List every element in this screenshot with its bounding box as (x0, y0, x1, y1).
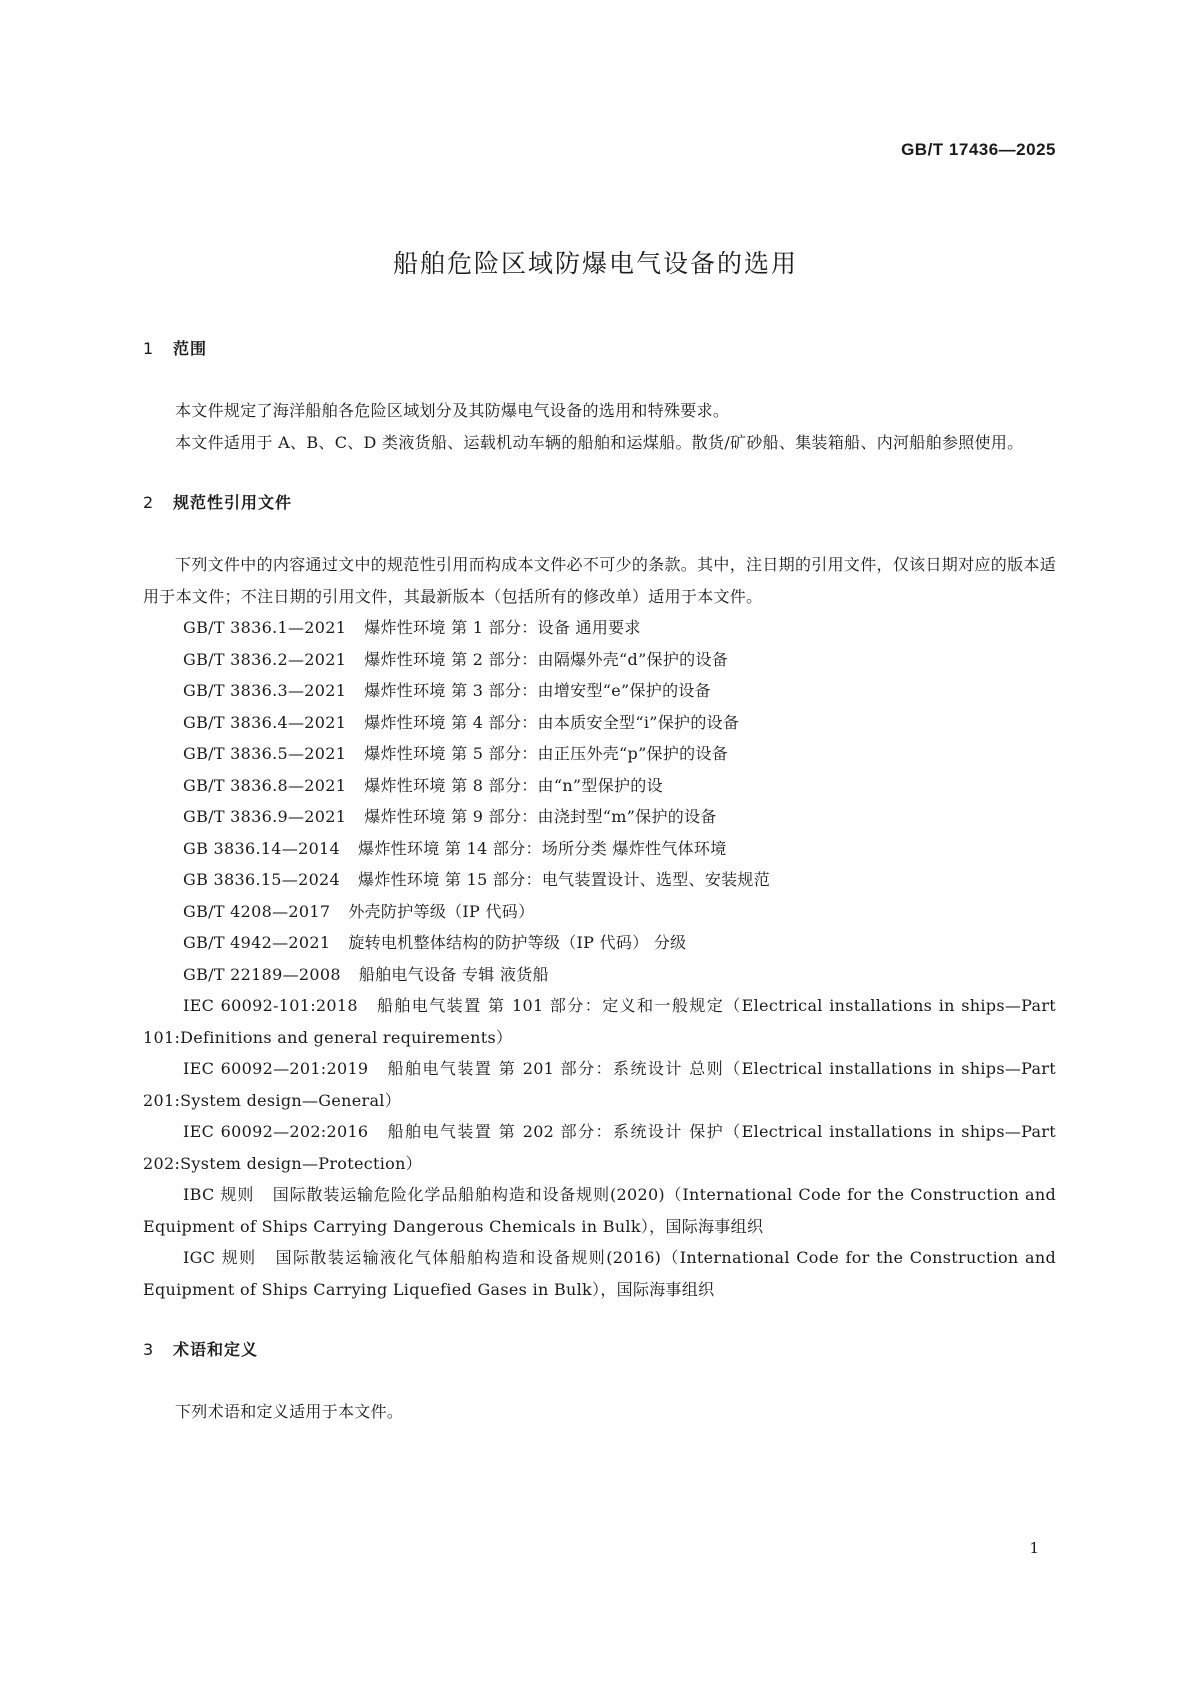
reference-code: GB/T 3836.9—2021 (183, 807, 347, 826)
reference-code: GB/T 4208—2017 (183, 901, 331, 921)
reference-code: GB/T 3836.2—2021 (183, 649, 347, 669)
reference-title: 国际散装运输液化气体船舶构造和设备规则(2016)（International Code for the Construction and Equipment of Ships Carrying Liquefied Gases in Bulk），国际海事组织 (143, 1248, 1056, 1299)
reference-item (143, 801, 1056, 833)
paragraph: 下列术语和定义适用于本文件。 (175, 1402, 404, 1421)
reference-title: 外壳防护等级（IP 代码） (348, 901, 535, 921)
section-2-heading (143, 491, 1056, 515)
reference-item (143, 1242, 1056, 1305)
paragraph: 本文件适用于 A、B、C、D 类液货船、运载机动车辆的船舶和运煤船。散货/矿砂船、集装箱船、内河船舶参照使用。 (175, 432, 1024, 452)
reference-code: IEC 60092—201:2019 (183, 1059, 369, 1078)
reference-title: 国际散装运输危险化学品船舶构造和设备规则(2020)（International Code for the Construction and Equipment of Ships Carrying Dangerous Chemicals in Bulk），国际海事组织 (143, 1185, 1056, 1236)
section-number: 1 (143, 339, 155, 358)
reference-code: GB/T 3836.1—2021 (183, 618, 347, 637)
reference-item (143, 675, 1056, 707)
reference-code: GB/T 3836.5—2021 (183, 744, 347, 763)
reference-title: 爆炸性环境 第 1 部分：设备 通用要求 (364, 618, 641, 637)
reference-title: 爆炸性环境 第 2 部分：由隔爆外壳“d”保护的设备 (364, 649, 729, 669)
reference-title: 爆炸性环境 第 9 部分：由浇封型“m”保护的设备 (364, 807, 717, 826)
reference-title: 旋转电机整体结构的防护等级（IP 代码） 分级 (348, 933, 687, 952)
reference-code: IEC 60092—202:2016 (183, 1122, 369, 1141)
document-title: 船舶危险区域防爆电气设备的选用 (392, 249, 798, 278)
reference-item (143, 1116, 1056, 1179)
reference-title: 船舶电气装置 第 202 部分：系统设计 保护（Electrical installations in ships—Part 202:System design—Protection） (143, 1122, 1056, 1173)
page-number: 1 (1029, 1539, 1039, 1557)
section-number: 3 (143, 1340, 155, 1359)
reference-item (143, 959, 1056, 991)
reference-code: GB/T 22189—2008 (183, 964, 341, 984)
reference-title: 爆炸性环境 第 15 部分：电气装置设计、选型、安装规范 (358, 870, 771, 889)
reference-item (143, 1179, 1056, 1242)
reference-title: 爆炸性环境 第 14 部分：场所分类 爆炸性气体环境 (358, 838, 727, 858)
reference-item (143, 612, 1056, 644)
section-title: 规范性引用文件 (173, 493, 293, 512)
reference-code: GB/T 3836.3—2021 (183, 681, 347, 700)
reference-title: 船舶电气设备 专辑 液货船 (358, 964, 549, 984)
reference-code: IBC 规则 (183, 1185, 255, 1204)
reference-list (143, 612, 1056, 1305)
reference-item (143, 896, 1056, 928)
reference-item (143, 1053, 1056, 1116)
section-title: 范围 (173, 339, 208, 358)
references-intro: 下列文件中的内容通过文中的规范性引用而构成本文件必不可少的条款。其中，注日期的引用文件，仅该日期对应的版本适用于本文件；不注日期的引用文件，其最新版本（包括所有的修改单）适用于本文件。 (143, 555, 1056, 606)
reference-title: 爆炸性环境 第 4 部分：由本质安全型“i”保护的设备 (364, 712, 740, 732)
reference-item (143, 864, 1056, 896)
reference-title: 爆炸性环境 第 8 部分：由“n”型保护的设 (364, 775, 663, 795)
reference-code: GB/T 3836.4—2021 (183, 712, 347, 732)
standard-code: GB/T 17436—2025 (901, 140, 1056, 159)
reference-title: 船舶电气装置 第 201 部分：系统设计 总则（Electrical installations in ships—Part 201:System design—General） (143, 1059, 1056, 1110)
section-1-heading (143, 337, 1056, 361)
reference-item (143, 738, 1056, 770)
reference-item (143, 644, 1056, 676)
reference-item (143, 990, 1056, 1053)
section-3-heading (143, 1338, 1056, 1362)
reference-item (143, 833, 1056, 865)
reference-code: GB/T 3836.8—2021 (183, 775, 347, 795)
section-title: 术语和定义 (173, 1340, 259, 1359)
reference-code: GB 3836.14—2014 (183, 838, 341, 858)
reference-title: 船舶电气装置 第 101 部分：定义和一般规定（Electrical installations in ships—Part 101:Definitions and general requirements） (143, 996, 1056, 1047)
reference-code: IEC 60092-101:2018 (183, 996, 358, 1015)
document-body (143, 337, 1056, 1428)
section-number: 2 (143, 493, 155, 512)
reference-title: 爆炸性环境 第 5 部分：由正压外壳“p”保护的设备 (364, 744, 729, 763)
reference-item (143, 707, 1056, 739)
reference-item (143, 927, 1056, 959)
paragraph: 本文件规定了海洋船舶各危险区域划分及其防爆电气设备的选用和特殊要求。 (175, 401, 730, 420)
reference-title: 爆炸性环境 第 3 部分：由增安型“e”保护的设备 (364, 681, 711, 700)
reference-item (143, 770, 1056, 802)
reference-code: GB/T 4942—2021 (183, 933, 331, 952)
reference-code: GB 3836.15—2024 (183, 870, 341, 889)
reference-code: IGC 规则 (183, 1248, 257, 1267)
